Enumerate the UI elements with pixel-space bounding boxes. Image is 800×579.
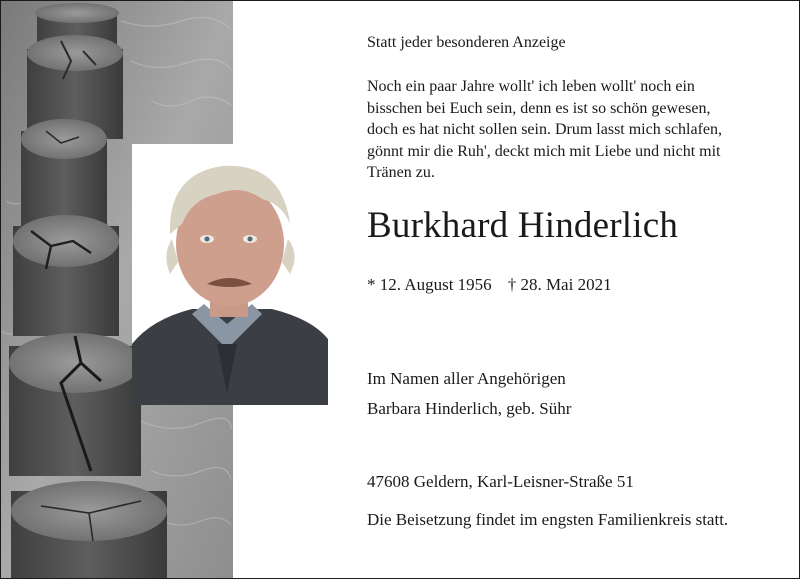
family-label: Im Namen aller Angehörigen: [367, 369, 566, 388]
address: 47608 Geldern, Karl-Leisner-Straße 51: [367, 472, 634, 491]
poem-line: Noch ein paar Jahre wollt' ich leben wollt' noch ein: [367, 78, 695, 95]
deceased-name: Burkhard Hinderlich: [367, 205, 679, 246]
intro-line: Statt jeder besonderen Anzeige: [367, 34, 566, 51]
poem-line: doch es hat nicht sollen sein. Drum lasst mich schlafen,: [367, 121, 723, 138]
family-name: Barbara Hinderlich, geb. Sühr: [367, 399, 572, 418]
funeral-note: Die Beisetzung findet im engsten Familienkreis statt.: [367, 510, 729, 529]
death-date: † 28. Mai 2021: [507, 275, 612, 294]
poem-line: bisschen bei Euch sein, denn es ist so schön gewesen,: [367, 99, 711, 117]
memorial-poem: [367, 76, 787, 184]
birth-date: * 12. August 1956: [367, 275, 492, 294]
life-dates: [367, 274, 612, 296]
poem-line: Tränen zu.: [367, 164, 435, 181]
portrait-photo: [132, 144, 328, 405]
poem-line: gönnt mir die Ruh', deckt mich mit Liebe und nicht mit: [367, 142, 721, 160]
